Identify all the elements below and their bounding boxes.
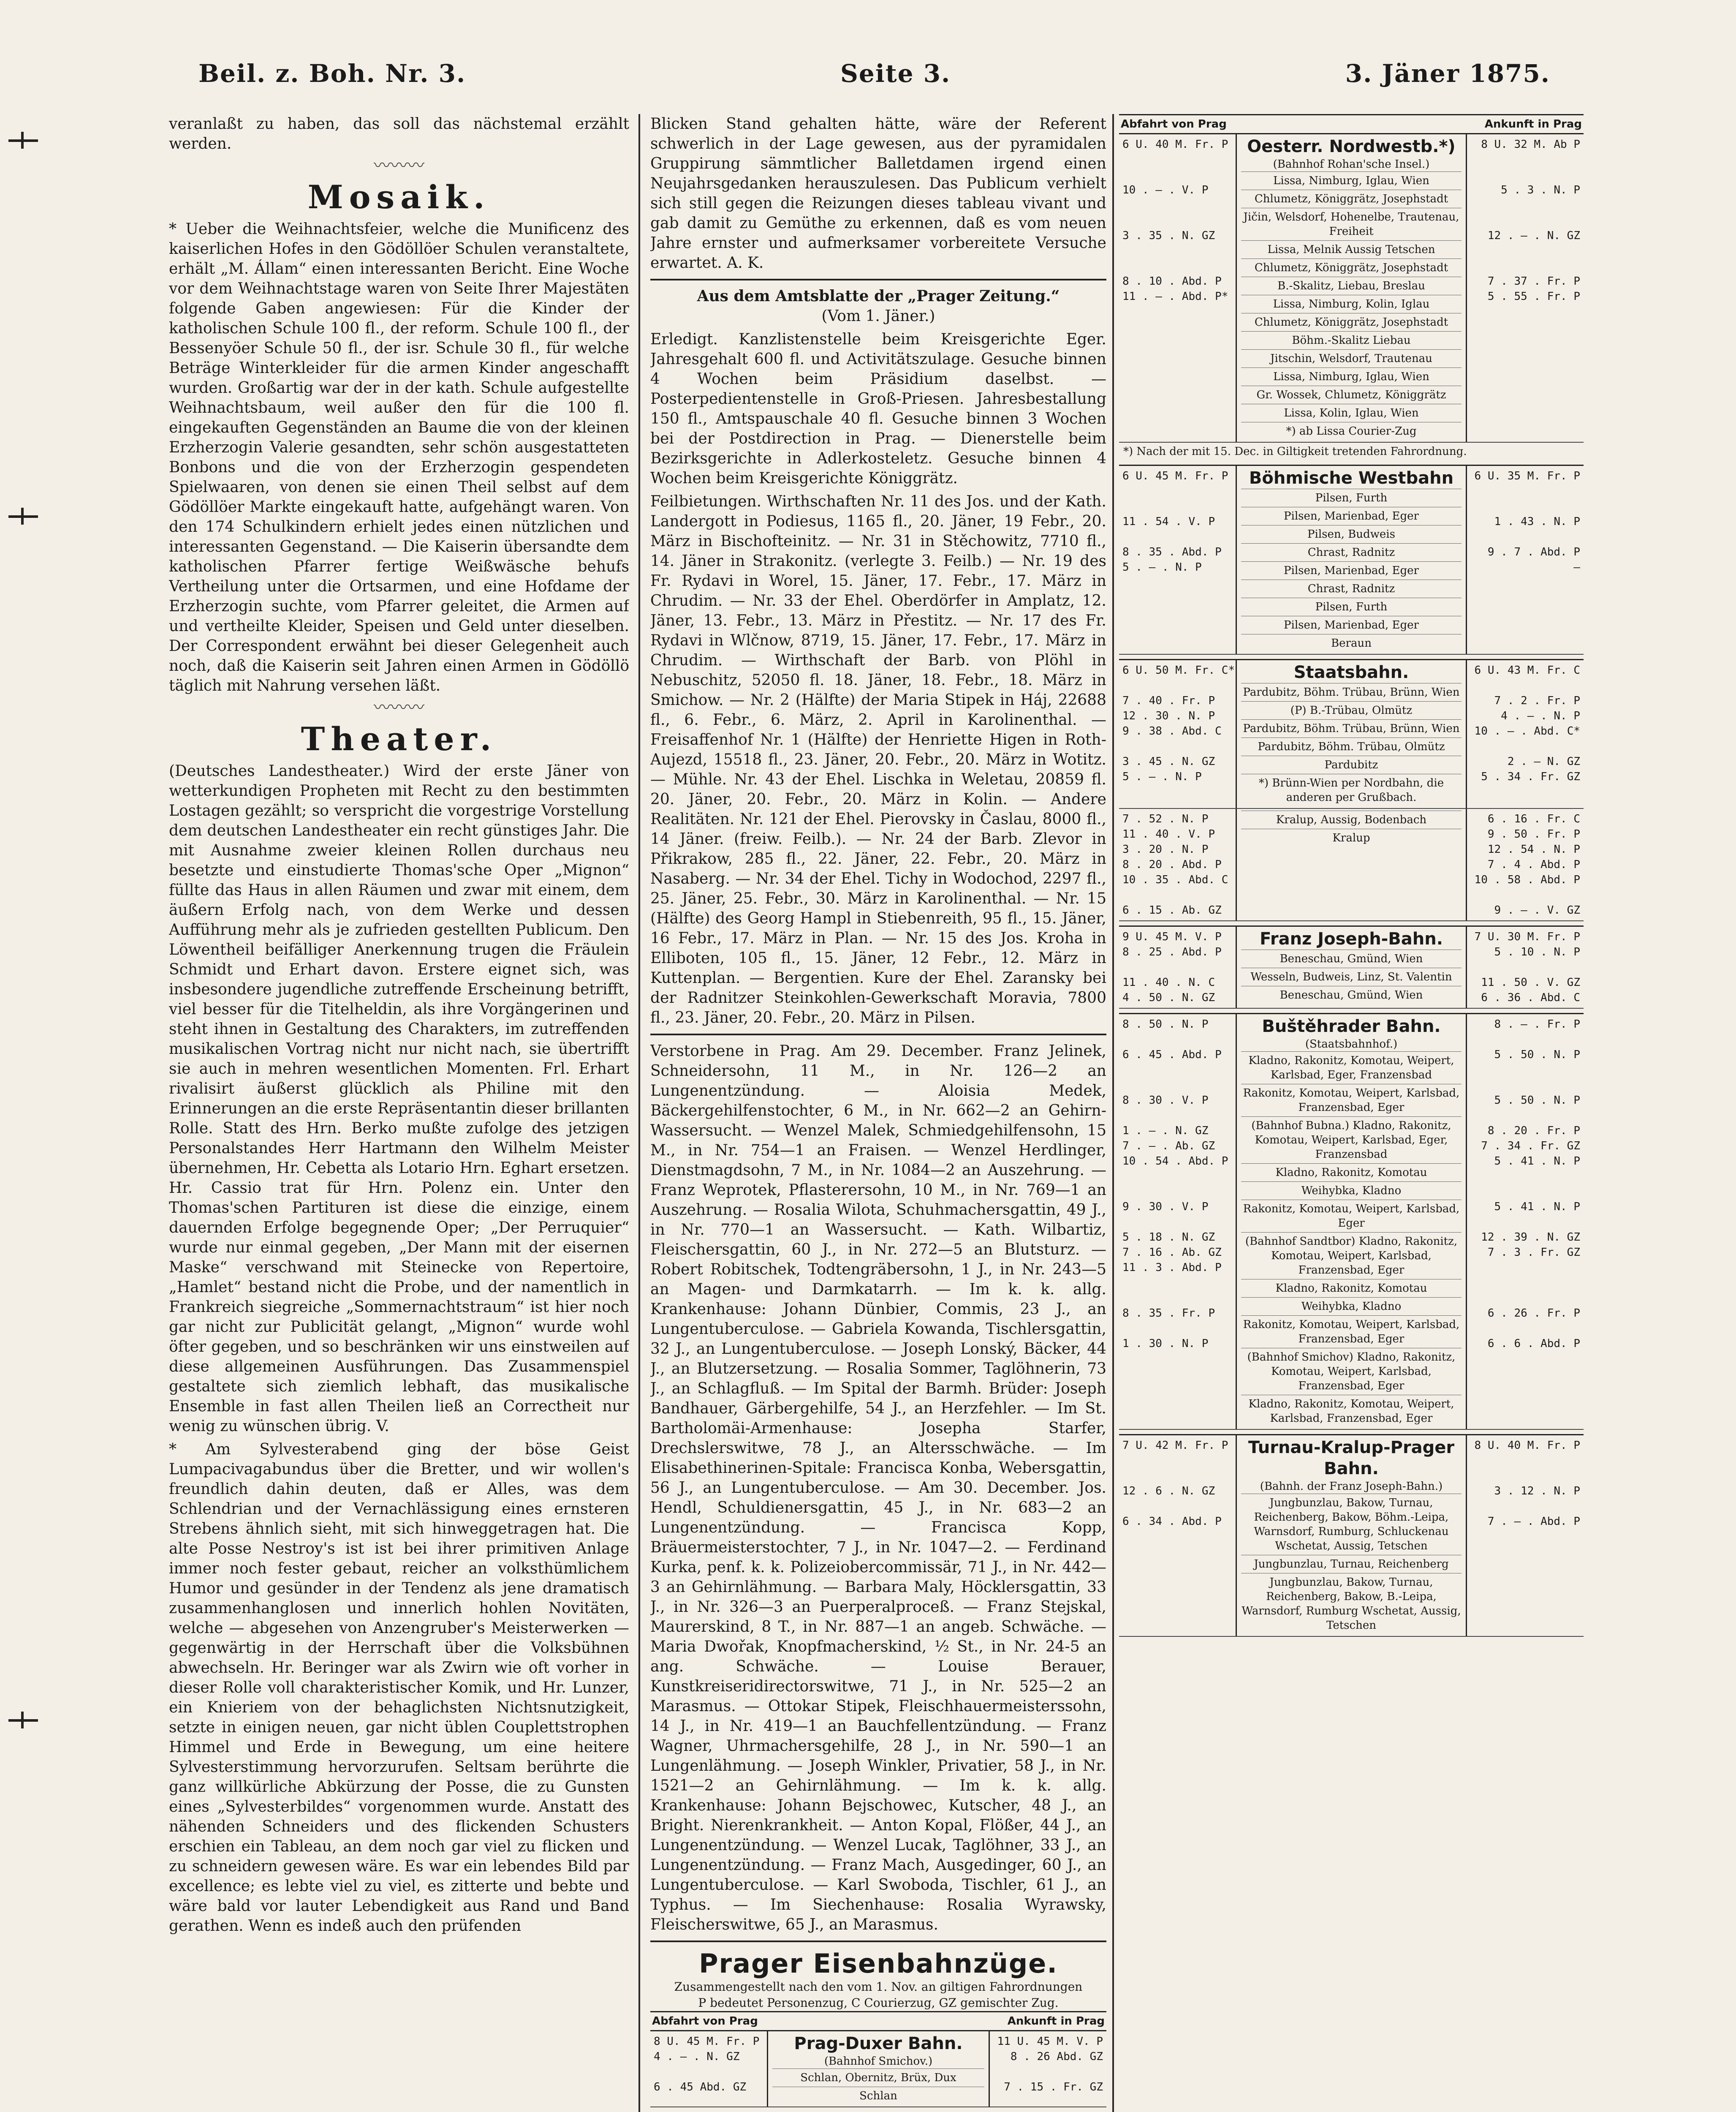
routes (1236, 1014, 1467, 1429)
route: Pilsen, Furth (1241, 598, 1462, 616)
margin-mark (8, 1719, 38, 1722)
col-arrival: Ankunft in Prag (1007, 2015, 1105, 2028)
railway-block-prag-dux (650, 2031, 1106, 2107)
article-paragraph: Blicken Stand gehalten hätte, wäre der Referent schwerlich in der Lage gewesen, aus der pyramidalen Gruppirung sämmtlicher Balletdamen irgend einen Neujahrsgedanken herauszulesen. Das Publicum verhielt sich still gegen die Reizungen dieses tableau vivant und gab damit zu Gemüthe zu erkennen, daß es vom neuen Jahre ernster und aufmerksamer vorbereitete Versuche erwartet. A. K. (650, 115, 1106, 272)
routes (1236, 809, 1467, 920)
route: Beneschau, Gmünd, Wien (1241, 986, 1462, 1004)
route: Jungbunzlau, Turnau, Reichenberg (1241, 1555, 1462, 1573)
route: Böhm.-Skalitz Liebau (1241, 331, 1462, 349)
route: Lissa, Nimburg, Kolin, Iglau (1241, 295, 1462, 313)
route: Schlan, Obernitz, Brüx, Dux (772, 2068, 984, 2087)
railway-name: Franz Joseph-Bahn. (1260, 929, 1443, 949)
arrival-times: 11 U. 45 M. V. P 8 . 26 Abd. GZ 7 . 15 . Fr. GZ (997, 2035, 1103, 2093)
route: Jičin, Welsdorf, Hohenelbe, Trautenau, Freiheit (1241, 208, 1462, 240)
arrival-times: 8 . — . Fr. P 5 . 50 . N. P 5 . 50 . N. P 8 . 20 . Fr. P 7 . 34 . Fr. GZ 5 . 41 . N. P 5 . 41 . N. P 12 . 39 . N. GZ 7 . 3 . Fr. GZ 6 . 26 . Fr. P 6 . 6 . Abd. P (1481, 1018, 1580, 1350)
route: Lissa, Kolin, Iglau, Wien (1241, 404, 1462, 422)
departure-times: 9 U. 45 M. V. P 8 . 25 . Abd. P 11 . 40 . N. C 4 . 50 . N. GZ (1122, 931, 1222, 1004)
notice-auctions: Feilbietungen. Wirthschaften Nr. 11 des Jos. und der Kath. Landergott in Podiesus, 1165 fl., 20. Jäner, 19 Febr., 20. März in Bischofteinitz. — Nr. 31 in Stěchowitz, 7710 fl., 14. Jäner in Strakonitz. (verlegte 3. Feilb.) — Nr. 19 des Fr. Rydavi in Worel, 15. Jäner, 17. Febr., 17. März in Chrudim. — Nr. 33 der Ehel. Oberdörfer in Amplatz, 12. Jäner, 13. Febr., 13. März in Přestitz. — Nr. 17 des Fr. Rydavi in Wlčnow, 8719, 15. Jäner, 17. Febr., 17. März in Chrudim. — Wirthschaft der Barb. von Plöhl in Nebuschitz, 52050 fl. 18. Jäner, 18. Febr., 18. März in Smichow. — Nr. 2 (Hälfte) der Maria Stipek in Háj, 22688 fl., 6. Febr., 6. März, 2. April in Karolinenthal. — Freisaffenhof Nr. 1 (Hälfte) der Henriette Higen in Roth-Aujezd, 15518 fl., 23. Jäner, 20. Febr., 20. März in Wotitz. — Mühle. Nr. 43 der Ehel. Lischka in Weletau, 20859 fl. 20. Jäner, 20. Febr., 20. März in Kolin. — Andere Realitäten. Nr. 121 der Ehel. Pierovsky in Časlau, 8000 fl., 14 Jäner. (freiw. Feilb.). — Nr. 24 der Barb. Zlevor in Přikrakow, 285 fl., 22. Jäner, 22. Febr., 20. März in Nasaberg. — Nr. 34 der Ehel. Tichy in Wodochod, 2297 fl., 25. Jäner, 25. Febr., 30. März in Karolinenthal. — Nr. 15 (Hälfte) des Georg Hampl in Stiebenreith, 95 fl., 15. Jäner, 16 Febr., 17. März in Plan. — Nr. 15 des Jos. Kroha in Elliboten, 105 fl., 15. Jäner, 12 Febr., 12. März in Kuttenplan. — Bergentien. Kure der Ehel. Zaransky bei der Radnitzer Steinkohlen-Gewerkschaft Moravia, 7800 fl., 23. Jäner, 20. Febr., 20. März in Pilsen. (650, 493, 1106, 1026)
routes (1236, 134, 1467, 442)
route: Kladno, Rakonitz, Komotau, Weipert, Karlsbad, Eger, Franzensbad (1241, 1051, 1462, 1084)
notice-vacancies: Erledigt. Kanzlistenstelle beim Kreisgerichte Eger. Jahresgehalt 600 fl. und Activitätszulage. Gesuche binnen 4 Wochen beim Präsidium daselbst. — Posterpedientenstelle in Groß-Priesen. Jahresbestallung 150 fl., Amtspauschale 40 fl. Gesuche binnen 3 Wochen bei der Postdirection in Prag. — Dienerstelle beim Bezirksgerichte in Adlerkosteletz. Gesuche binnen 4 Wochen beim Kreisgerichte Königgrätz. (650, 331, 1106, 487)
supplement-label: Beil. z. Boh. Nr. 3. (198, 59, 466, 88)
route-note: *) Brünn-Wien per Nordbahn, die anderen per Grußbach. (1241, 774, 1462, 806)
page-number: Seite 3. (840, 59, 951, 88)
railway-name: Turnau-Kralup-Prager Bahn. (1248, 1438, 1455, 1478)
route: Chlumetz, Königgrätz, Josephstadt (1241, 313, 1462, 331)
route-note: *) ab Lissa Courier-Zug (1241, 422, 1462, 440)
timetable-title: Prager Eisenbahnzüge. (699, 1948, 1058, 1979)
route: Wesseln, Budweis, Linz, St. Valentin (1241, 968, 1462, 986)
route: Pardubitz, Böhm. Trübau, Olmütz (1241, 738, 1462, 756)
route: Jitschin, Welsdorf, Trautenau (1241, 349, 1462, 367)
column-right (1119, 114, 1584, 2112)
route: Schlan (772, 2087, 984, 2105)
page-header (0, 0, 1736, 110)
route: Chrast, Radnitz (1241, 580, 1462, 598)
route: Kralup, Aussig, Bodenbach (1241, 811, 1462, 829)
column-rule (1112, 114, 1114, 2112)
departure-times: 6 U. 45 M. Fr. P 11 . 54 . V. P 8 . 35 . Abd. P 5 . — . N. P (1122, 470, 1228, 574)
railway-name: Staatsbahn. (1293, 663, 1409, 682)
route: Chlumetz, Königgrätz, Josephstadt (1241, 259, 1462, 277)
arrival-times: 6 U. 35 M. Fr. P 1 . 43 . N. P 9 . 7 . Abd. P — (1474, 470, 1580, 574)
departure-times: 8 U. 45 M. Fr. P 4 . — . N. GZ 6 . 45 Abd. GZ (654, 2035, 760, 2093)
route: Beraun (1241, 634, 1462, 652)
route: Weihybka, Kladno (1241, 1181, 1462, 1200)
routes (1236, 466, 1467, 654)
route: Chlumetz, Königgrätz, Josephstadt (1241, 190, 1462, 208)
departure-times: 8 . 50 . N. P 6 . 45 . Abd. P 8 . 30 . V. P 1 . — . N. GZ 7 . — . Ab. GZ 10 . 54 . Abd. P 9 . 30 . V. P 5 . 18 . N. GZ 7 . 16 . Ab. GZ 11 . 3 . Abd. P 8 . 35 . Fr. P 1 . 30 . N. P (1122, 1018, 1228, 1350)
footnote: *) Nach der mit 15. Dec. in Giltigkeit tretenden Fahrordnung. (1123, 445, 1467, 458)
issue-date: 3. Jäner 1875. (1345, 59, 1550, 88)
timetable-legend: P bedeutet Personenzug, C Courierzug, GZ gemischter Zug. (698, 1996, 1059, 2010)
column-left (169, 114, 629, 2112)
railway-block-staatsbahn (1119, 659, 1584, 809)
station-name: (Bahnhof Smichov.) (824, 2055, 933, 2068)
timetable-column-headers (1119, 114, 1584, 134)
routes (1236, 1435, 1467, 1636)
routes (1236, 927, 1467, 1008)
station-name: (Bahnh. der Franz Joseph-Bahn.) (1260, 1480, 1443, 1493)
article-paragraph: (Deutsches Landestheater.) Wird der erste Jäner von wetterkundigen Propheten mit Recht zu den bestimmten Lostagen gezählt; so verspricht die vorgestrige Vorstellung dem deutschen Landestheater ein recht günstiges Jahr. Die mit Ausnahme zweier kleinen Rollen durchaus neu besetzte und einstudierte Thomas'sche Oper „Mignon“ füllte das Haus in allen Räumen und zwar mit einem, dem äußern Erfolg nach, von dem Werke und dessen Aufführung mehr als je zufrieden gestellten Publicum. Den Löwentheil beifälliger Anerkennung trugen die Fräulein Schmidt und Erhart davon. Erstere eignet sich, was insbesondere jugendliche zutreffende Erscheinung betrifft, viel besser für die Titelheldin, als ihre Vorgängerinen und steht ihnen in Gestaltung des Charakters, im zutreffenden musikalischen Vortrag nicht nur nicht nach, sie übertrifft sie auch in mehren wesentlichen Momenten. Frl. Erhart rivalisirt äußerst glücklich als Philine mit den Erinnerungen an die erste Repräsentantin dieser brillanten Rolle. Statt des Hrn. Berko mußte zufolge des jetzigen Personalstandes Herr Hartmann den Wilhelm Meister übernehmen, Hr. Cebetta als Lotario Hrn. Eghart ersetzen. Hr. Cassio trat für Hrn. Polenz ein. Unter den Thomas'schen Partituren ist diese die einzige, einem dauernden Erfolge begegnende Oper; „Der Perruquier“ wurde nur einmal gegeben, „Der Mann mit der eisernen Maske“ verschwand mit Steinecke von Repertoire, „Hamlet“ bestand nicht die Probe, und der namentlich in Frankreich siegreiche „Sommernachtstraum“ ist hier noch gar nicht zur Publicität gelangt, „Mignon“ wurde wohl öfter gegeben, und so beschränken wir uns einstweilen auf diese allgemeinen Ausführungen. Das Zusammenspiel gestaltete sich ziemlich lebhaft, das musikalische Ensemble in fast allen Theilen ließ an Correctheit nur wenig zu wünschen übrig. V. (169, 762, 629, 1435)
route: Gr. Wossek, Chlumetz, Königgrätz (1241, 386, 1462, 404)
ornament-divider: 〰〰〰 (374, 698, 424, 717)
col-departure: Abfahrt von Prag (1121, 118, 1227, 131)
margin-mark (8, 139, 38, 142)
routes (1236, 660, 1467, 808)
route: Pilsen, Furth (1241, 489, 1462, 507)
continued-text: veranlaßt zu haben, das soll das nächstemal erzählt werden. (169, 115, 629, 152)
route: Jungbunzlau, Bakow, Turnau, Reichenberg, Bakow, B.-Leipa, Warnsdorf, Rumburg Wschetat, Aussig, Tetschen (1241, 1573, 1462, 1634)
route: Pilsen, Marienbad, Eger (1241, 507, 1462, 525)
route: Kralup (1241, 829, 1462, 847)
route: Beneschau, Gmünd, Wien (1241, 950, 1462, 968)
railway-block-franz-joseph (1119, 925, 1584, 1009)
route: Weihybka, Kladno (1241, 1297, 1462, 1315)
timetable-subtitle: Zusammengestellt nach den vom 1. Nov. an giltigen Fahrordnungen (674, 1980, 1083, 1994)
railway-name: Buštěhrader Bahn. (1262, 1017, 1441, 1036)
arrival-times: 6 U. 43 M. Fr. C 7 . 2 . Fr. P 4 . — . N. P 10 . — . Abd. C* 2 . — N. GZ 5 . 34 . Fr. GZ (1474, 664, 1580, 783)
station-name: (Bahnhof Rohan'sche Insel.) (1273, 158, 1430, 171)
route: Pilsen, Marienbad, Eger (1241, 561, 1462, 580)
route: Rakonitz, Komotau, Weipert, Karlsbad, Franzensbad, Eger (1241, 1315, 1462, 1348)
article-paragraph: * Am Sylvesterabend ging der böse Geist Lumpacivagabundus über die Bretter, und wir wollen's freundlich dahin deuten, daß er Alles, was dem Schlendrian und der Vernachlässigung eines ernsteren Strebens ähnlich sieht, mit sich hinweggetragen hat. Die alte Posse Nestroy's ist ist bei ihrer primitiven Anlage immer noch fester gebaut, reicher an volksthümlichem Humor und gesünder in der Tendenz als jene dramatisch zusammenhanglosen und innerlich hohlen Novitäten, welche — abgesehen von Anzengruber's Meisterwerken — gegenwärtig in der Herrschaft über die Volksbühnen abwechseln. Hr. Beringer war als Zwirn wie oft vorher in dieser Rolle voll charakteristischer Komik, und Hr. Lunzer, ein Knieriem von der behaglichsten Nichtsnutzigkeit, setzte in einigen neuen, gar nicht üblen Couplettstrophen Himmel und Erde in Bewegung, um eine heitere Sylvesterstimmung hervorzurufen. Seltsam berührte die ganz willkürliche Abkürzung der Posse, die zu Gunsten eines „Sylvesterbildes“ vorgenommen wurde. Anstatt des nähenden Schneiders und des flickenden Schusters erschien ein Tableau, an dem noch gar viel zu flicken und zu schneidern gewesen wäre. Es war ein lebendes Bild par excellence; es lebte viel zu viel, es zitterte und bebte und wäre bald vor lauter Lebendigkeit aus Rand und Band gerathen. Wenn es indeß auch den prüfenden (169, 1441, 629, 1935)
arrival-times: 7 U. 30 M. Fr. P 5 . 10 . N. P 11 . 50 . V. GZ 6 . 36 . Abd. C (1474, 931, 1580, 1004)
timetable-column-headers (650, 2011, 1106, 2031)
route: Rakonitz, Komotau, Weipert, Karlsbad, Franzensbad, Eger (1241, 1084, 1462, 1116)
departure-times: 7 . 52 . N. P 11 . 40 . V. P 3 . 20 . N. P 8 . 20 . Abd. P 10 . 35 . Abd. C 6 . 15 . Ab. GZ (1122, 813, 1228, 917)
route: Kladno, Rakonitz, Komotau, Weipert, Karlsbad, Franzensbad, Eger (1241, 1395, 1462, 1427)
railway-block-turnau (1119, 1434, 1584, 1637)
arrival-times: 6 . 16 . Fr. C 9 . 50 . Fr. P 12 . 54 . N. P 7 . 4 . Abd. P 10 . 58 . Abd. P 9 . — . V. GZ (1474, 813, 1580, 917)
railway-block-nordwest (1119, 134, 1584, 443)
route: (Bahnhof Sandtbor) Kladno, Rakonitz, Komotau, Weipert, Karlsbad, Franzensbad, Eger (1241, 1232, 1462, 1279)
route: Lissa, Nimburg, Iglau, Wien (1241, 171, 1462, 190)
railway-name: Böhmische Westbahn (1249, 468, 1454, 488)
railway-name: Prag-Duxer Bahn. (794, 2034, 963, 2053)
route: Kladno, Rakonitz, Komotau (1241, 1279, 1462, 1297)
article-paragraph: * Ueber die Weihnachtsfeier, welche die Munificenz des kaiserlichen Hofes in den Gödöllöer Schulen veranstaltete, erhält „M. Állam“ einen interessanten Bericht. Eine Woche vor dem Weihnachtstage waren von Seite Ihrer Majestäten folgende Gaben angewiesen: Für die Kinder der katholischen Schule 100 fl., der reform. Schule 100 fl., der Bessenyöer Schule 50 fl., der isr. Schule 30 fl., für welche Beträge Winterkleider für die armen Kinder angeschafft wurden. Großartig war der in der kath. Schule aufgestellte Weihnachtsbaum, weil außer den für die 100 fl. eingekauften Gegenständen an Baume die von der kleinen Erzherzogin Valerie gesandten, sehr schön ausgestatteten Bonbons und die von der Erzherzogin gespendeten Spielwaaren, von denen sie einen Theil selbst auf dem Gödöllöer Markte eingekauft hatte, aufgehängt waren. Von den 174 Schulkindern erhielt jedes einen nützlichen und interessanten Gegenstand. — Die Kaiserin übersandte dem katholischen Pfarrer fertige Weißwäsche behufs Vertheilung unter die Ortsarmen, und eine Hofdame der Erzherzogin suchte, vom Pfarrer geleitet, die Armen auf und vertheilte Kleider, Speisen und Geld unter dieselben. Der Correspondent erwähnt bei dieser Gelegenheit auch noch, daß die Kaiserin seit Jahren einen Armen in Gödöllö täglich mit Nahrung versehen läßt. (169, 220, 629, 694)
route: Lissa, Melnik Aussig Tetschen (1241, 240, 1462, 259)
route: Kladno, Rakonitz, Komotau (1241, 1163, 1462, 1181)
route: B.-Skalitz, Liebau, Breslau (1241, 277, 1462, 295)
arrival-times: 8 U. 32 M. Ab P 5 . 3 . N. P 12 . — . N. GZ 7 . 37 . Fr. P 5 . 55 . Fr. P (1481, 138, 1580, 303)
amtsblatt-heading: Aus dem Amtsblatte der „Prager Zeitung.“ (697, 287, 1060, 305)
route: Jungbunzlau, Bakow, Turnau, Reichenberg, Bakow, Böhm.-Leipa, Warnsdorf, Rumburg, Schluckenau Wschetat, Aussig, Tetschen (1241, 1494, 1462, 1555)
arrival-times: 8 U. 40 M. Fr. P 3 . 12 . N. P 7 . — . Abd. P (1474, 1439, 1580, 1528)
route: Chrast, Radnitz (1241, 543, 1462, 561)
col-arrival: Ankunft in Prag (1484, 118, 1582, 131)
route: Pilsen, Budweis (1241, 525, 1462, 543)
divider (650, 1941, 1106, 1942)
railway-block-westbahn (1119, 465, 1584, 655)
railway-block-kralup (1119, 809, 1584, 921)
margin-mark (8, 515, 38, 518)
col-departure: Abfahrt von Prag (652, 2015, 758, 2028)
ornament-divider: 〰〰〰 (374, 156, 424, 175)
route: (Bahnhof Smichov) Kladno, Rakonitz, Komotau, Weipert, Karlsbad, Franzensbad, Eger (1241, 1348, 1462, 1395)
column-middle (650, 114, 1106, 2112)
railway-block-buschtehrad (1119, 1013, 1584, 1430)
amtsblatt-date: (Vom 1. Jäner.) (821, 308, 935, 325)
route: Pardubitz, Böhm. Trübau, Brünn, Wien (1241, 683, 1462, 701)
route: Rakonitz, Komotau, Weipert, Karlsbad, Eger (1241, 1200, 1462, 1232)
section-title-mosaik: Mosaik. (307, 178, 491, 216)
route: (Bahnhof Bubna.) Kladno, Rakonitz, Komotau, Weipert, Karlsbad, Eger, Franzensbad (1241, 1116, 1462, 1163)
divider (650, 1034, 1106, 1035)
route: Lissa, Nimburg, Iglau, Wien (1241, 367, 1462, 386)
departure-times: 7 U. 42 M. Fr. P 12 . 6 . N. GZ 6 . 34 . Abd. P (1122, 1439, 1228, 1528)
station-name: (Staatsbahnhof.) (1305, 1038, 1398, 1051)
departure-times: 6 U. 50 M. Fr. C* 7 . 40 . Fr. P 12 . 30 . N. P 9 . 38 . Abd. C 3 . 45 . N. GZ 5 . — . N. P (1122, 664, 1235, 783)
notice-deaths: Verstorbene in Prag. Am 29. December. Franz Jelinek, Schneidersohn, 11 M., in Nr. 126—2 an Lungenentzündung. — Aloisia Medek, Bäckergehilfenstochter, 6 M., in Nr. 662—2 an Gehirn-Wassersucht. — Wenzel Malek, Schmiedgehilfensohn, 15 M., in Nr. 754—1 an Fraisen. — Wenzel Herdlinger, Dienstmagdsohn, 7 M., in Nr. 1084—2 an Auszehrung. — Franz Weprotek, Pflasterersohn, 10 M., in Nr. 769—1 an Auszehrung. — Rosalia Wilota, Schuhmachersgattin, 49 J., in Nr. 770—1 an Wassersucht. — Kath. Wilbartiz, Fleischersgattin, 60 J., in Nr. 272—5 an Blutsturz. — Robert Robitschek, Todtengräbersohn, 1 J., in Nr. 243—5 an Magen- und Darmkatarrh. — Im k. k. allg. Krankenhause: Johann Dünbier, Commis, 23 J., an Lungentuberculose. — Gabriela Kowanda, Tischlersgattin, 32 J., an Lungentuberculose. — Joseph Lonský, Bäcker, 44 J., an Blutzersetzung. — Rosalia Sommer, Taglöhnerin, 73 J., an Schlagfluß. — Im Spital der Barmh. Brüder: Joseph Bandhauer, Gärbergehilfe, 54 J., an Herzfehler. — Im St. Bartholomäi-Armenhause: Josepha Starfer, Drechslerswitwe, 78 J., an Altersschwäche. — Im Elisabethinerinen-Spitale: Francisca Konba, Webersgattin, 56 J., an Lungentuberculose. — Am 30. December. Jos. Hendl, Schuldienersgattin, 45 J., in Nr. 683—2 an Lungenentzündung. — Francisca Kopp, Bräuermeisterstochter, 7 J., in Nr. 1047—2. — Ferdinand Kurka, penf. k. k. Polizeiobercommissär, 71 J., in Nr. 442—3 an Gehirnlähmung. — Barbara Maly, Höcklersgattin, 33 J., in Nr. 326—3 an Puerperalproceß. — Franz Stejskal, Maurerskind, 8 T., in Nr. 887—1 an angeb. Schwäche. — Maria Dwořak, Knopfmacherskind, ½ St., in Nr. 24-5 an ang. Schwäche. — Louise Berauer, Kunstkreiseridirectorswitwe, 71 J., in Nr. 525—2 an Marasmus. — Ottokar Stipek, Fleischhauermeisterssohn, 14 J., in Nr. 419—1 an Bauchfellentzündung. — Franz Wagner, Uhrmachersgehilfe, 28 J., in Nr. 590—1 an Lungenlähmung. — Joseph Winkler, Privatier, 58 J., in Nr. 1521—2 an Gehirnlähmung. — Im k. k. allg. Krankenhause: Johann Bejschowec, Kutscher, 48 J., an Bright. Nierenkrankheit. — Anton Kopal, Flößer, 44 J., an Lungenentzündung. — Wenzel Lucak, Taglöhner, 33 J., an Lungenentzündung. — Franz Mach, Ausgedinger, 60 J., an Lungentuberculose. — Karl Swoboda, Tischler, 61 J., an Typhus. — Im Siechenhause: Rosalia Wyrawsky, Fleischerswitwe, 65 J., an Marasmus. (650, 1042, 1106, 1933)
route: Pilsen, Marienbad, Eger (1241, 616, 1462, 634)
route: Pardubitz, Böhm. Trübau, Brünn, Wien (1241, 719, 1462, 738)
section-title-theater: Theater. (301, 720, 497, 758)
railway-name: Oesterr. Nordwestb.*) (1247, 137, 1456, 156)
route: Pardubitz (1241, 756, 1462, 774)
divider (650, 279, 1106, 280)
departure-times: 6 U. 40 M. Fr. P 10 . — . V. P 3 . 35 . N. GZ 8 . 10 . Abd. P 11 . — . Abd. P* (1122, 138, 1228, 303)
route: (P) B.-Trübau, Olmütz (1241, 701, 1462, 719)
column-rule (638, 114, 640, 2112)
routes (767, 2031, 990, 2107)
